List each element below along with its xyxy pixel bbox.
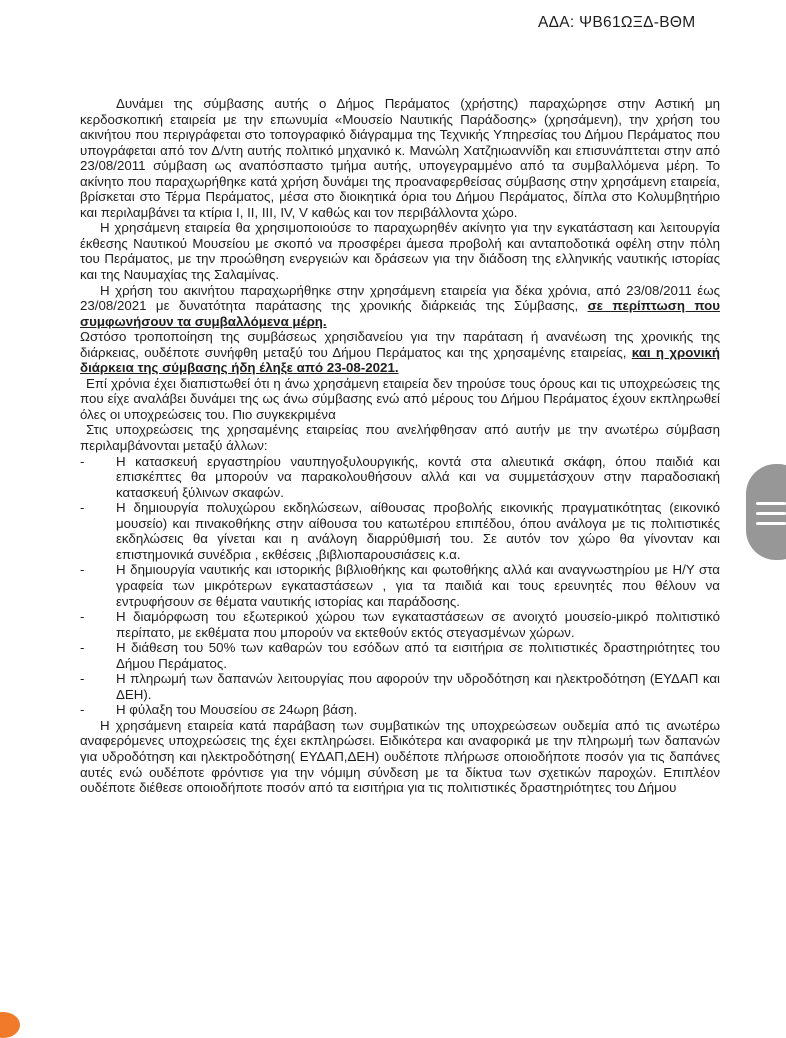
list-item-text: Η διάθεση του 50% των καθαρών του εσόδων από τα εισιτήρια σε πολιτιστικές δραστηριότητες του Δήμου Περάματος.: [116, 640, 720, 671]
paragraph-breach: Επί χρόνια έχει διαπιστωθεί ότι η άνω χρησάμενη εταιρεία δεν τηρούσε τους όρους και τις υποχρεώσεις της που είχε αναλάβει δυνάμει της ως άνω σύμβασης ενώ από μέρους του Δήμου Περάματος έχουν εκπληρωθεί όλες οι υποχρεώσεις του. Πιο συγκεκριμένα: [80, 375, 720, 422]
list-item: [80, 562, 720, 609]
list-item-text: Η πληρωμή των δαπανών λειτουργίας που αφορούν την υδροδότηση και ηλεκτροδότηση (ΕΥΔΑΠ και ΔΕΗ).: [116, 671, 720, 702]
list-dash: -: [80, 702, 85, 718]
paragraph-no-extension: [80, 329, 720, 376]
paragraph-duration: [80, 283, 720, 330]
paragraph-obligations-intro: Στις υποχρεώσεις της χρησαμένης εταιρείας που ανελήφθησαν από αυτήν με την ανωτέρω σύμβαση περιλαμβάνονται μεταξύ άλλων:: [80, 422, 720, 454]
list-item-text: Η φύλαξη του Μουσείου σε 24ωρη βάση.: [116, 702, 358, 718]
paragraph-non-compliance: Η χρησάμενη εταιρεία κατά παράβαση των συμβατικών της υποχρεώσεων ουδεμία από τις ανωτέρω αναφερόμενες υποχρεώσεις της έχει εκπληρώσει. Ειδικότερα και αναφορικά με την πληρωμή των δαπανών για υδροδότηση και ηλεκτροδότηση( ΕΥΔΑΠ,ΔΕΗ) ουδέποτε πλήρωσε οποιοδήποτε ποσόν για τις δαπάνες αυτές ενώ ουδέποτε φρόντισε για την νόμιμη σύνδεση με τα δίκτυα των σχετικών παροχών. Επιπλέον ουδέποτε διέθεσε οποιοδήποτε ποσόν από τα εισιτήρια για τις πολιτιστικές δραστηριότητες του Δήμου: [80, 717, 720, 796]
handle-grip-line: [756, 502, 786, 505]
handle-grip-line: [756, 512, 786, 515]
list-dash: -: [80, 609, 85, 625]
list-item: [80, 609, 720, 640]
list-item-text: Η δημιουργία πολυχώρου εκδηλώσεων, αίθουσας προβολής εικονικής πραγματικότητας (εικονικό μουσείο) και πινακοθήκης στην αίθουσα του κατωτέρου επιπέδου, όπου ανάλογα με τις πολιτιστικές εκδηλώσεις θα γίνεται και η ανάλογη διαρρύθμισή του. Σε αυτόν τον χώρο θα γίνονταν και επιστημονικά συνέδρια , εκθέσεις ,βιβλιοπαρουσιάσεις κ.α.: [116, 500, 720, 562]
list-item: [80, 500, 720, 562]
list-item: [80, 671, 720, 702]
list-item-text: Η κατασκευή εργαστηρίου ναυπηγοξυλουργικής, κοντά στα αλιευτικά σκάφη, όπου παιδιά και επισκέπτες θα μπορούν να παρακολουθήσουν αλλά και να συμμετάσχουν στην παραδοσιακή κατασκευή ξύλινων σκαφών.: [116, 453, 720, 500]
list-dash: -: [80, 671, 85, 687]
floating-action-button[interactable]: [0, 1012, 20, 1038]
list-dash: -: [80, 640, 85, 656]
list-item-text: Η διαμόρφωση του εξωτερικού χώρου των εγκαταστάσεων σε ανοιχτό μουσείο-μικρό πολιτιστικό περίπατο, με εκθέματα που μπορούν να εκτεθούν εκτός στεγασμένων χώρων.: [116, 609, 720, 640]
list-dash: -: [80, 500, 85, 516]
paragraph-expiry-emphasis: και η χρονική διάρκεια της σύμβασης ήδη έληξε από 23-08-2021.: [80, 344, 721, 376]
handle-grip-line: [756, 522, 786, 525]
list-item: [80, 454, 720, 501]
paragraph-duration-emphasis: σε περίπτωση που συμφωνήσουν τα συμβαλλόμενα μέρη.: [80, 298, 720, 329]
document-ada-code: ΑΔΑ: ΨΒ61ΩΞΔ-ΒΘΜ: [538, 14, 696, 31]
paragraph-contract-intro: Δυνάμει της σύμβασης αυτής ο Δήμος Περάματος (χρήστης) παραχώρησε στην Αστική μη κερδοσκοπική εταιρεία με την επωνυμία «Μουσείο Ναυτικής Παράδοσης» (χρησάμενη), την χρήση του ακινήτου που περιγράφεται στο τοπογραφικό διάγραμμα της Τεχνικής Υπηρεσίας του Δήμου Περάματος που υπογράφεται από τον Δ/ντη αυτής πολιτικό μηχανικό κ. Μανώλη Χατζηιωαννίδη και επισυνάπτεται στην από 23/08/2011 σύμβαση ως αναπόσπαστο τμήμα αυτής, υπογεγραμμένο από τα συμβαλλόμενα μέρη. Το ακίνητο που παραχωρήθηκε κατά χρήση δυνάμει της προαναφερθείσας σύμβασης στην χρησάμενη εταιρεία, βρίσκεται στο Τέρμα Περάματος, μέσα στο διοικητικά όρια του Δήμου Περάματος, δίπλα στο Κολυμβητήριο και περιλαμβάνει τα κτίρια Ι, ΙΙ, ΙΙΙ, ΙV, V καθώς και τον περιβάλλοντα χώρο.: [80, 96, 720, 220]
list-item: [80, 702, 720, 718]
paragraph-no-extension-text: Ωστόσο τροποποίηση της συμβάσεως χρησιδανείου για την παράταση ή ανανέωση της χρονικής της διάρκειας, ουδέποτε συνήφθη μεταξύ του Δήμου Περάματος και της χρησαμένης εταιρείας,: [80, 329, 720, 360]
list-dash: -: [80, 562, 85, 578]
document-body: [80, 96, 720, 796]
paragraph-purpose: Η χρησάμενη εταιρεία θα χρησιμοποιούσε το παραχωρηθέν ακίνητο για την εγκατάσταση και λειτουργία έκθεσης Ναυτικού Μουσείου με σκοπό να προσφέρει άμεσα προβολή και ανταποδοτικά οφέλη στην πόλη του Περάματος, με την προώθηση ενεργειών και δράσεων για την διάδοση της ελληνικής ναυτικής ιστορίας και της Ναυμαχίας της Σαλαμίνας.: [80, 220, 720, 283]
scroll-handle[interactable]: [746, 464, 786, 560]
list-item-text: Η δημιουργία ναυτικής και ιστορικής βιβλιοθήκης και φωτοθήκης αλλά και αναγνωστηρίου με Η/Υ στα γραφεία των μικρότερων εγκαταστάσεων , για τα παιδιά και τους ερευνητές που θέλουν να εντρυφήσουν σε θέματα ναυτικής ιστορίας και παράδοσης.: [116, 562, 720, 609]
paragraph-duration-text: Η χρήση του ακινήτου παραχωρήθηκε στην χρησάμενη εταιρεία για δέκα χρόνια, από 23/08/2011 έως 23/08/2021 με δυνατότητα παράτασης της χρονικής διάρκειάς της Σύμβασης,: [80, 282, 720, 314]
list-dash: -: [80, 453, 85, 469]
list-item: [80, 640, 720, 671]
